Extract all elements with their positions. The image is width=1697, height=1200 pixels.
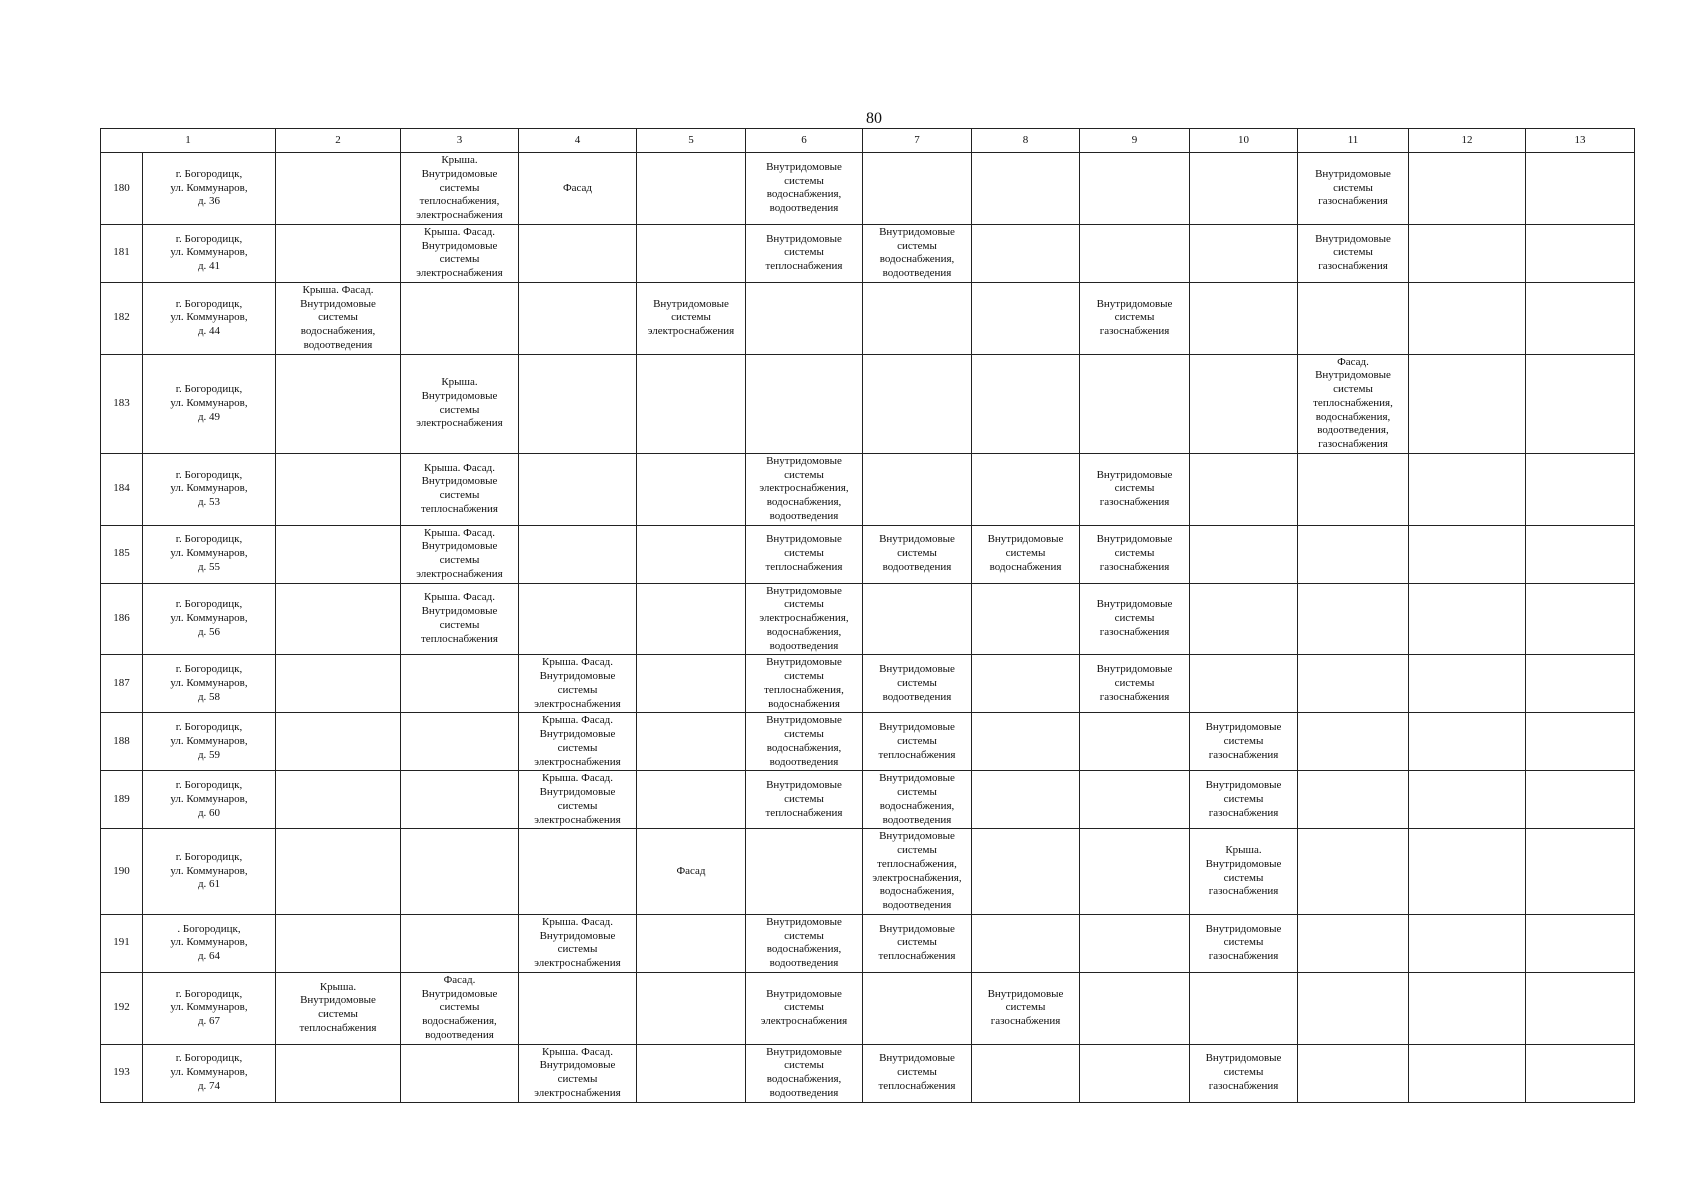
work-cell-col-11 [1298,583,1409,655]
work-cell-col-11 [1298,1044,1409,1102]
work-cell-col-10 [1190,153,1298,225]
work-cell-col-8 [972,583,1080,655]
work-cell-col-4: Фасад [519,153,637,225]
work-cell-col-5 [637,583,746,655]
work-cell-col-2: Крыша. Фасад. Внутридомовые системы водоснабжения, водоотведения [276,282,401,354]
work-cell-col-2 [276,224,401,282]
column-header-13: 13 [1526,129,1635,153]
work-cell-col-9: Внутридомовые системы газоснабжения [1080,453,1190,525]
work-cell-col-4 [519,583,637,655]
work-cell-col-8: Внутридомовые системы водоснабжения [972,525,1080,583]
work-cell-col-11 [1298,453,1409,525]
work-cell-col-12 [1409,1044,1526,1102]
work-cell-col-8 [972,829,1080,915]
work-cell-col-3: Крыша. Фасад. Внутридомовые системы теплоснабжения [401,453,519,525]
work-cell-col-13 [1526,224,1635,282]
work-cell-col-7 [863,354,972,453]
work-cell-col-13 [1526,914,1635,972]
work-cell-col-9 [1080,153,1190,225]
work-cell-col-5 [637,972,746,1044]
work-cell-col-2: Крыша. Внутридомовые системы теплоснабжения [276,972,401,1044]
work-cell-col-9 [1080,224,1190,282]
work-cell-col-11 [1298,829,1409,915]
row-number: 188 [101,713,143,771]
work-cell-col-7 [863,583,972,655]
work-cell-col-11 [1298,655,1409,713]
work-cell-col-13 [1526,1044,1635,1102]
work-cell-col-12 [1409,354,1526,453]
work-cell-col-9: Внутридомовые системы газоснабжения [1080,583,1190,655]
work-cell-col-10: Внутридомовые системы газоснабжения [1190,1044,1298,1102]
work-cell-col-5 [637,914,746,972]
work-cell-col-10 [1190,354,1298,453]
work-cell-col-9 [1080,771,1190,829]
column-header-5: 5 [637,129,746,153]
work-cell-col-13 [1526,713,1635,771]
work-cell-col-5 [637,713,746,771]
work-cell-col-10 [1190,655,1298,713]
work-cell-col-12 [1409,972,1526,1044]
column-header-2: 2 [276,129,401,153]
work-cell-col-2 [276,914,401,972]
work-cell-col-11 [1298,525,1409,583]
work-cell-col-13 [1526,771,1635,829]
work-cell-col-8: Внутридомовые системы газоснабжения [972,972,1080,1044]
work-cell-col-10: Внутридомовые системы газоснабжения [1190,771,1298,829]
column-header-10: 10 [1190,129,1298,153]
work-cell-col-12 [1409,829,1526,915]
work-cell-col-12 [1409,914,1526,972]
address-cell: г. Богородицк, ул. Коммунаров, д. 61 [143,829,276,915]
column-header-8: 8 [972,129,1080,153]
table-row [101,583,1635,655]
work-cell-col-11 [1298,713,1409,771]
work-cell-col-11 [1298,914,1409,972]
page-number: 80 [866,110,882,127]
work-cell-col-6: Внутридомовые системы теплоснабжения [746,525,863,583]
work-cell-col-9: Внутридомовые системы газоснабжения [1080,282,1190,354]
work-cell-col-8 [972,713,1080,771]
address-cell: г. Богородицк, ул. Коммунаров, д. 67 [143,972,276,1044]
work-cell-col-8 [972,282,1080,354]
work-cell-col-6: Внутридомовые системы водоснабжения, водоотведения [746,914,863,972]
work-cell-col-5 [637,525,746,583]
work-cell-col-4: Крыша. Фасад. Внутридомовые системы электроснабжения [519,655,637,713]
column-header-12: 12 [1409,129,1526,153]
work-cell-col-9: Внутридомовые системы газоснабжения [1080,525,1190,583]
work-cell-col-7 [863,453,972,525]
work-cell-col-13 [1526,583,1635,655]
row-number: 193 [101,1044,143,1102]
work-cell-col-3: Крыша. Фасад. Внутридомовые системы теплоснабжения [401,583,519,655]
row-number: 186 [101,583,143,655]
work-cell-col-3 [401,282,519,354]
work-cell-col-3 [401,655,519,713]
row-number: 184 [101,453,143,525]
work-cell-col-10: Крыша. Внутридомовые системы газоснабжения [1190,829,1298,915]
work-cell-col-3: Крыша. Фасад. Внутридомовые системы электроснабжения [401,525,519,583]
table-row [101,282,1635,354]
table-row [101,713,1635,771]
table-row [101,771,1635,829]
address-cell: г. Богородицк, ул. Коммунаров, д. 60 [143,771,276,829]
work-cell-col-5 [637,153,746,225]
work-cell-col-2 [276,525,401,583]
work-cell-col-4 [519,282,637,354]
address-cell: г. Богородицк, ул. Коммунаров, д. 53 [143,453,276,525]
work-cell-col-6: Внутридомовые системы водоснабжения, водоотведения [746,153,863,225]
work-cell-col-7 [863,153,972,225]
work-cell-col-10 [1190,453,1298,525]
work-cell-col-6: Внутридомовые системы водоснабжения, водоотведения [746,1044,863,1102]
work-cell-col-8 [972,771,1080,829]
work-cell-col-13 [1526,655,1635,713]
table-row [101,153,1635,225]
work-cell-col-5 [637,771,746,829]
row-number: 187 [101,655,143,713]
work-cell-col-4 [519,453,637,525]
work-cell-col-4 [519,525,637,583]
work-cell-col-12 [1409,453,1526,525]
work-cell-col-9 [1080,972,1190,1044]
work-cell-col-2 [276,771,401,829]
work-cell-col-8 [972,153,1080,225]
work-cell-col-5 [637,453,746,525]
work-cell-col-13 [1526,354,1635,453]
row-number: 190 [101,829,143,915]
work-cell-col-3 [401,829,519,915]
work-cell-col-4 [519,224,637,282]
work-cell-col-2 [276,829,401,915]
work-cell-col-6: Внутридомовые системы теплоснабжения [746,224,863,282]
column-header-11: 11 [1298,129,1409,153]
work-cell-col-12 [1409,282,1526,354]
table-body [101,153,1635,1103]
table-row [101,655,1635,713]
table-row [101,829,1635,915]
column-header-1: 1 [101,129,276,153]
column-header-9: 9 [1080,129,1190,153]
table-row [101,354,1635,453]
work-cell-col-13 [1526,453,1635,525]
work-cell-col-3 [401,713,519,771]
table-row [101,525,1635,583]
work-cell-col-6: Внутридомовые системы теплоснабжения, водоснабжения [746,655,863,713]
work-cell-col-10 [1190,583,1298,655]
work-cell-col-10: Внутридомовые системы газоснабжения [1190,713,1298,771]
work-cell-col-3 [401,914,519,972]
row-number: 185 [101,525,143,583]
address-cell: г. Богородицк, ул. Коммунаров, д. 36 [143,153,276,225]
work-cell-col-11 [1298,972,1409,1044]
address-cell: г. Богородицк, ул. Коммунаров, д. 44 [143,282,276,354]
work-cell-col-5 [637,224,746,282]
address-cell: г. Богородицк, ул. Коммунаров, д. 49 [143,354,276,453]
work-cell-col-3 [401,1044,519,1102]
work-cell-col-10: Внутридомовые системы газоснабжения [1190,914,1298,972]
work-cell-col-9 [1080,1044,1190,1102]
work-cell-col-12 [1409,525,1526,583]
work-cell-col-5 [637,354,746,453]
work-cell-col-7: Внутридомовые системы водоотведения [863,525,972,583]
row-number: 182 [101,282,143,354]
column-header-7: 7 [863,129,972,153]
work-cell-col-3 [401,771,519,829]
row-number: 180 [101,153,143,225]
row-number: 183 [101,354,143,453]
work-cell-col-8 [972,914,1080,972]
work-cell-col-3: Крыша. Внутридомовые системы теплоснабжения, электроснабжения [401,153,519,225]
work-cell-col-11: Внутридомовые системы газоснабжения [1298,153,1409,225]
work-cell-col-7 [863,282,972,354]
work-cell-col-8 [972,1044,1080,1102]
row-number: 192 [101,972,143,1044]
work-cell-col-7: Внутридомовые системы теплоснабжения, электроснабжения, водоснабжения, водоотведения [863,829,972,915]
work-cell-col-8 [972,354,1080,453]
work-cell-col-6: Внутридомовые системы электроснабжения, водоснабжения, водоотведения [746,453,863,525]
repair-schedule-table [100,128,1635,1103]
work-cell-col-2 [276,354,401,453]
work-cell-col-4: Крыша. Фасад. Внутридомовые системы электроснабжения [519,914,637,972]
column-header-6: 6 [746,129,863,153]
row-number: 189 [101,771,143,829]
work-cell-col-10 [1190,282,1298,354]
work-cell-col-9: Внутридомовые системы газоснабжения [1080,655,1190,713]
work-cell-col-13 [1526,153,1635,225]
work-cell-col-6 [746,354,863,453]
column-header-3: 3 [401,129,519,153]
work-cell-col-13 [1526,829,1635,915]
row-number: 181 [101,224,143,282]
table-row [101,224,1635,282]
work-cell-col-2 [276,713,401,771]
work-cell-col-10 [1190,525,1298,583]
address-cell: г. Богородицк, ул. Коммунаров, д. 56 [143,583,276,655]
work-cell-col-11: Фасад. Внутридомовые системы теплоснабжения, водоснабжения, водоотведения, газоснабжения [1298,354,1409,453]
work-cell-col-11 [1298,771,1409,829]
work-cell-col-5: Фасад [637,829,746,915]
address-cell: г. Богородицк, ул. Коммунаров, д. 59 [143,713,276,771]
work-cell-col-4: Крыша. Фасад. Внутридомовые системы электроснабжения [519,771,637,829]
address-cell: г. Богородицк, ул. Коммунаров, д. 55 [143,525,276,583]
table-row [101,972,1635,1044]
work-cell-col-4 [519,972,637,1044]
work-cell-col-9 [1080,354,1190,453]
work-cell-col-12 [1409,153,1526,225]
work-cell-col-6: Внутридомовые системы электроснабжения, водоснабжения, водоотведения [746,583,863,655]
work-cell-col-13 [1526,972,1635,1044]
address-cell: . Богородицк, ул. Коммунаров, д. 64 [143,914,276,972]
work-cell-col-3: Крыша. Фасад. Внутридомовые системы электроснабжения [401,224,519,282]
work-cell-col-6: Внутридомовые системы водоснабжения, водоотведения [746,713,863,771]
work-cell-col-3: Крыша. Внутридомовые системы электроснабжения [401,354,519,453]
row-number: 191 [101,914,143,972]
work-cell-col-7: Внутридомовые системы теплоснабжения [863,914,972,972]
work-cell-col-6: Внутридомовые системы электроснабжения [746,972,863,1044]
table-row [101,1044,1635,1102]
work-cell-col-7: Внутридомовые системы водоотведения [863,655,972,713]
work-cell-col-9 [1080,713,1190,771]
address-cell: г. Богородицк, ул. Коммунаров, д. 41 [143,224,276,282]
work-cell-col-2 [276,1044,401,1102]
work-cell-col-8 [972,453,1080,525]
table-row [101,914,1635,972]
work-cell-col-10 [1190,972,1298,1044]
work-cell-col-12 [1409,655,1526,713]
work-cell-col-3: Фасад. Внутридомовые системы водоснабжения, водоотведения [401,972,519,1044]
work-cell-col-13 [1526,282,1635,354]
column-number-row [101,129,1635,153]
table-header [101,129,1635,153]
work-cell-col-4: Крыша. Фасад. Внутридомовые системы электроснабжения [519,1044,637,1102]
work-cell-col-6 [746,282,863,354]
address-cell: г. Богородицк, ул. Коммунаров, д. 58 [143,655,276,713]
work-cell-col-5 [637,1044,746,1102]
work-cell-col-10 [1190,224,1298,282]
table-row [101,453,1635,525]
work-cell-col-4 [519,829,637,915]
work-cell-col-13 [1526,525,1635,583]
work-cell-col-2 [276,453,401,525]
work-cell-col-9 [1080,914,1190,972]
work-cell-col-2 [276,153,401,225]
work-cell-col-12 [1409,771,1526,829]
work-cell-col-9 [1080,829,1190,915]
work-cell-col-4: Крыша. Фасад. Внутридомовые системы электроснабжения [519,713,637,771]
work-cell-col-2 [276,583,401,655]
work-cell-col-12 [1409,583,1526,655]
column-header-4: 4 [519,129,637,153]
work-cell-col-7 [863,972,972,1044]
work-cell-col-5 [637,655,746,713]
work-cell-col-5: Внутридомовые системы электроснабжения [637,282,746,354]
work-cell-col-7: Внутридомовые системы теплоснабжения [863,1044,972,1102]
work-cell-col-6: Внутридомовые системы теплоснабжения [746,771,863,829]
work-cell-col-7: Внутридомовые системы водоснабжения, водоотведения [863,771,972,829]
address-cell: г. Богородицк, ул. Коммунаров, д. 74 [143,1044,276,1102]
work-cell-col-11 [1298,282,1409,354]
work-cell-col-7: Внутридомовые системы теплоснабжения [863,713,972,771]
work-cell-col-8 [972,224,1080,282]
work-cell-col-4 [519,354,637,453]
work-cell-col-12 [1409,713,1526,771]
work-cell-col-12 [1409,224,1526,282]
work-cell-col-6 [746,829,863,915]
work-cell-col-8 [972,655,1080,713]
work-cell-col-2 [276,655,401,713]
work-cell-col-7: Внутридомовые системы водоснабжения, водоотведения [863,224,972,282]
work-cell-col-11: Внутридомовые системы газоснабжения [1298,224,1409,282]
